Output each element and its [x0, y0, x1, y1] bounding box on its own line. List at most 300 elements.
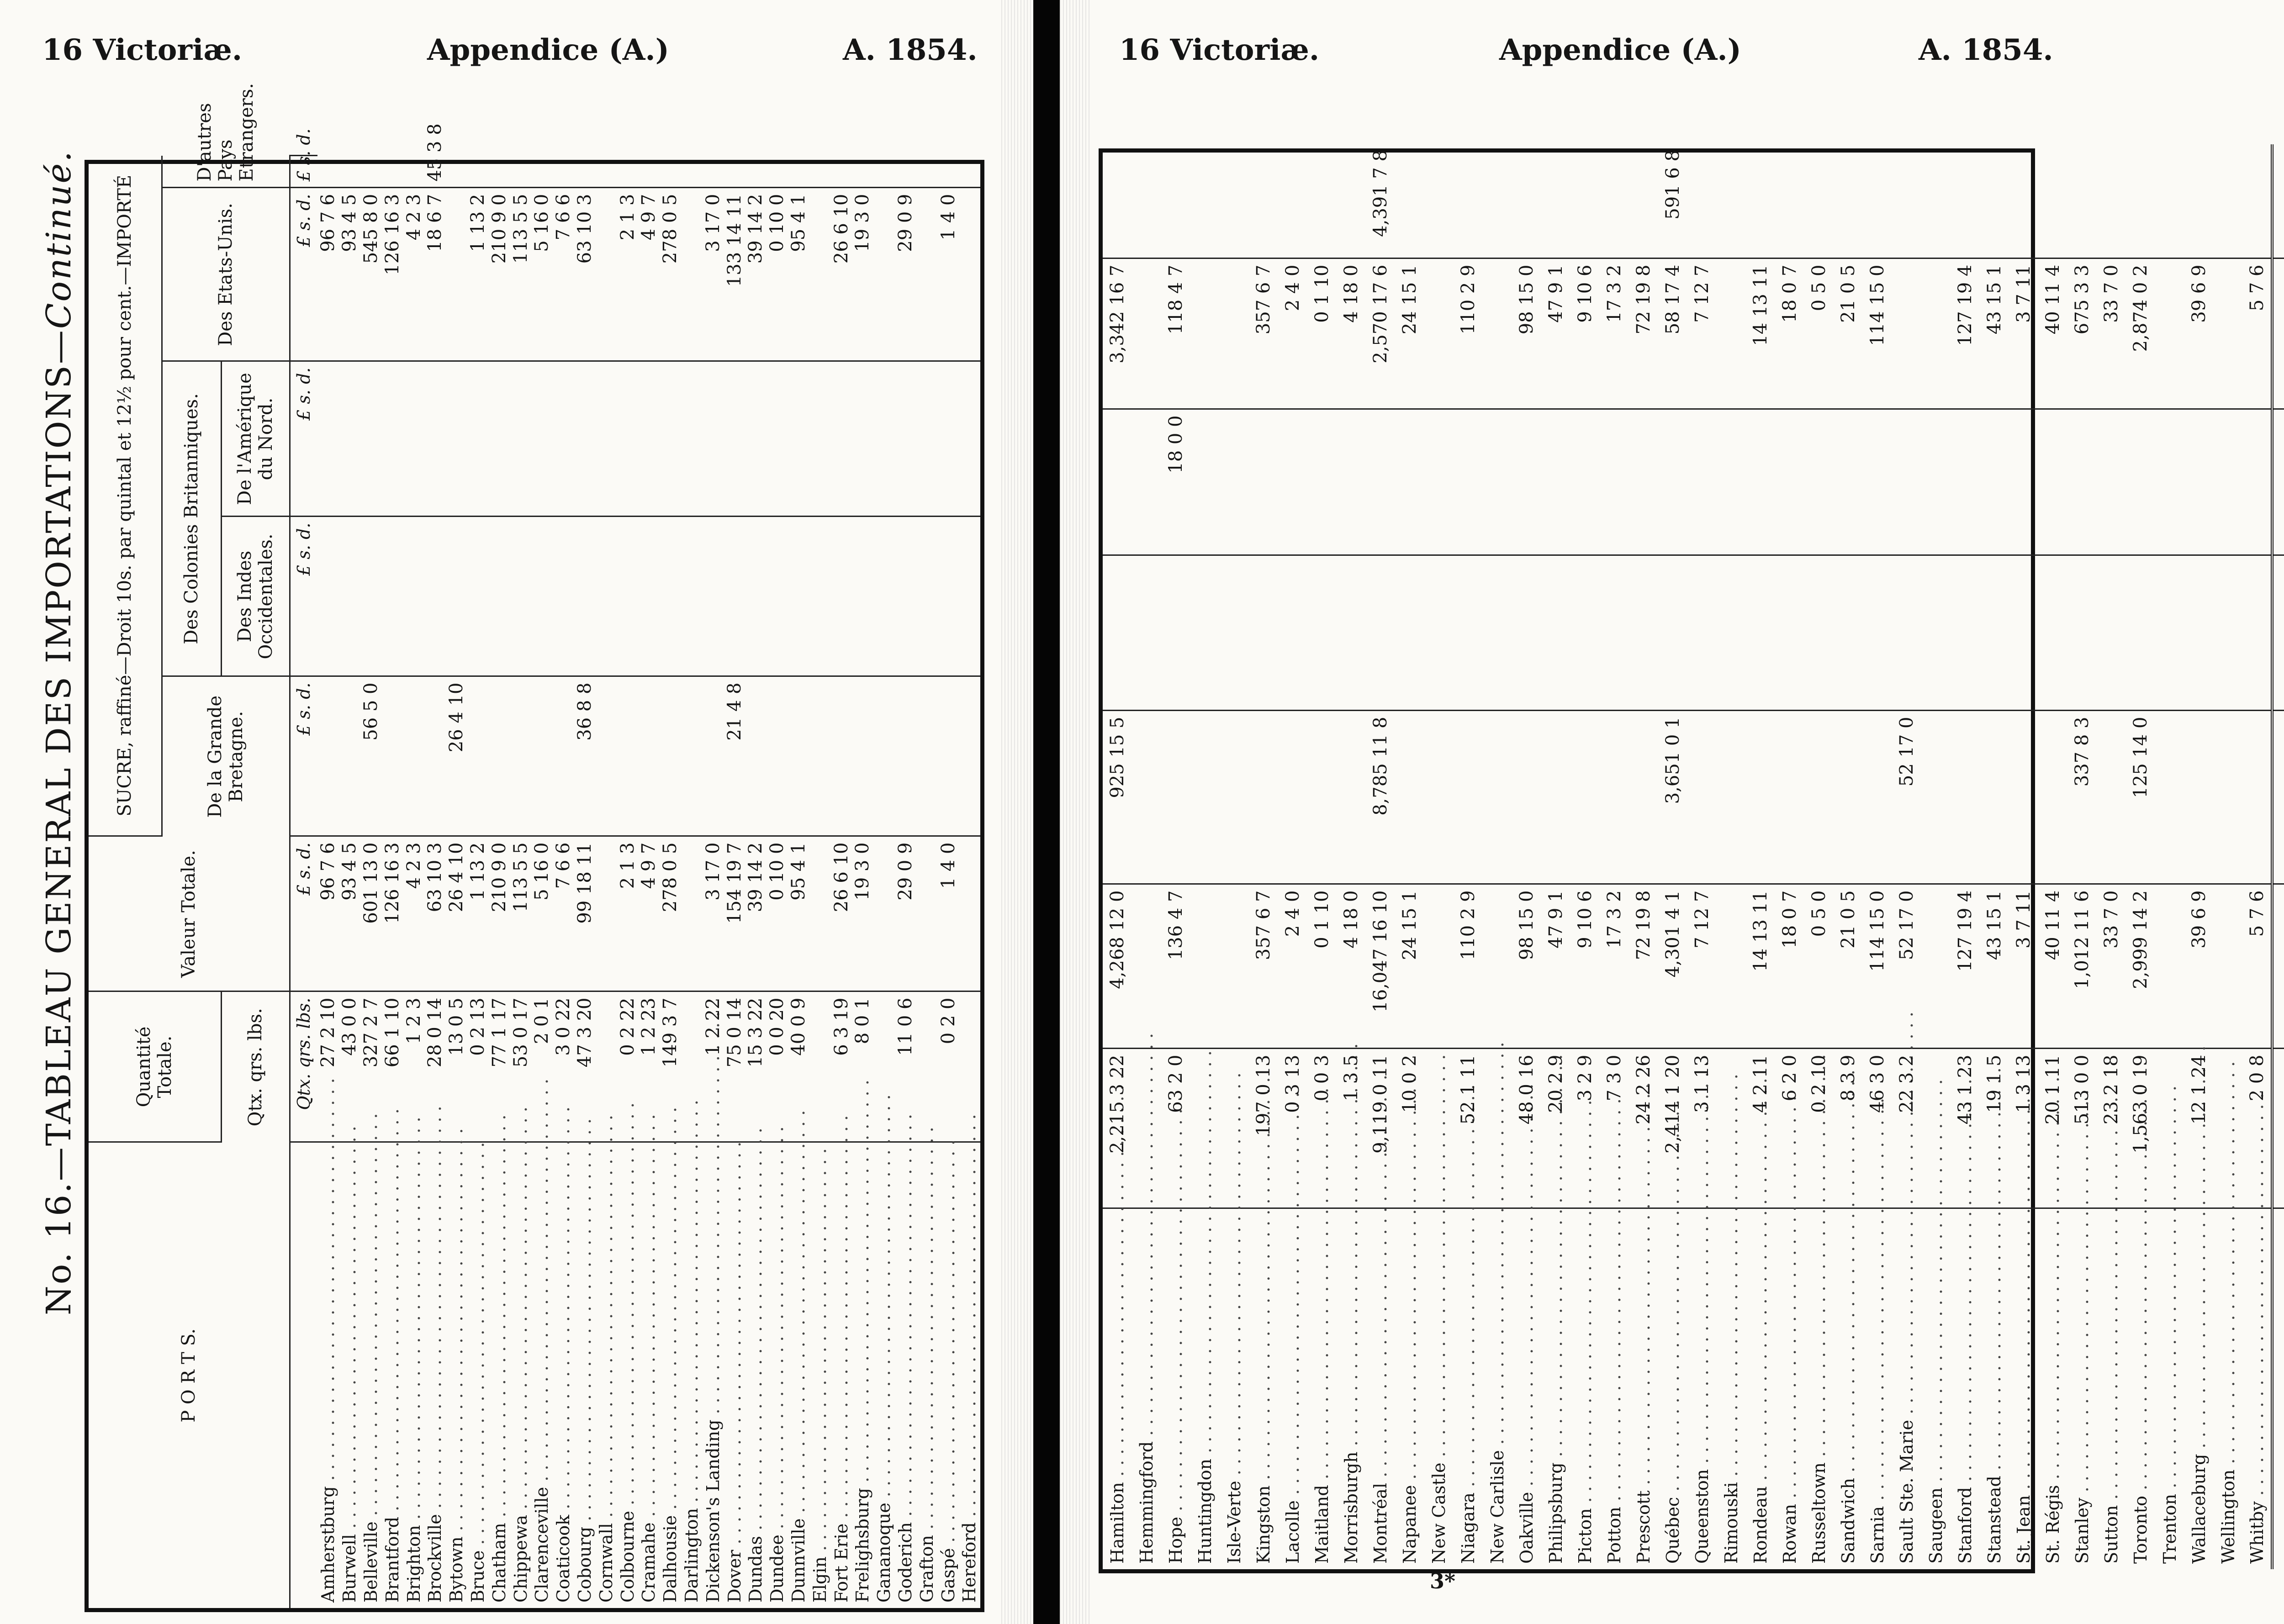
west-indies-cell [830, 517, 852, 676]
great-britain-cell [1512, 711, 1541, 884]
table-row [1775, 144, 1804, 1569]
value-cell: 126 16 3 [381, 836, 403, 991]
north-america-cell [788, 361, 809, 517]
united-states-cell: 133 14 11 [724, 188, 745, 361]
great-britain-cell: 36 8 8 [574, 676, 596, 836]
quantity-cell: 197 0 13 [1249, 1049, 1278, 1208]
north-america-cell [2126, 409, 2155, 555]
north-america-cell [2097, 409, 2126, 555]
west-indies-cell [2126, 555, 2155, 711]
great-britain-cell [2038, 711, 2067, 884]
value-cell [809, 836, 830, 991]
other-countries-cell [446, 156, 467, 188]
value-cell: 110 2 9 [1454, 884, 1483, 1049]
value-cell: 1,012 11 6 [2067, 884, 2097, 1049]
right-head-session: 16 Victoriæ. [1119, 33, 1320, 67]
right-head-appendix: Appendice (A.) [1499, 33, 1741, 67]
united-states-cell: 3 7 11 [2009, 258, 2038, 409]
north-america-cell [1454, 409, 1483, 555]
port-name: Dundee . . . [767, 1142, 788, 1608]
port-name: Hamilton . . . [1103, 1208, 1132, 1569]
table-row [1951, 144, 1980, 1569]
value-cell: 39 6 9 [2184, 884, 2214, 1049]
west-indies-cell [1366, 555, 1395, 711]
great-britain-cell [702, 676, 724, 836]
other-countries-cell [531, 156, 553, 188]
totals-west-indies [2272, 555, 2284, 711]
united-states-cell: 4 18 0 [1337, 258, 1366, 409]
west-indies-cell [574, 517, 596, 676]
port-name: Oakville . . . [1512, 1208, 1541, 1569]
port-name: Cobourg . . . [574, 1142, 596, 1608]
table-row [1395, 144, 1424, 1569]
header-unit-qty: Qtx. qrs. lbs. [221, 991, 290, 1142]
port-name: Coaticook . . . [553, 1142, 574, 1608]
united-states-cell: 1 4 0 [937, 188, 959, 361]
header-amerique: De l'Amérique du Nord. [221, 361, 290, 517]
table-row [916, 156, 937, 1608]
north-america-cell [553, 361, 574, 517]
table-row [873, 156, 895, 1608]
great-britain-cell [1629, 711, 1658, 884]
united-states-cell [1717, 258, 1746, 409]
other-countries-cell [1190, 144, 1220, 258]
value-cell: 7 12 7 [1687, 884, 1717, 1049]
table-row [1366, 144, 1395, 1569]
left-ledger-table [89, 83, 980, 1608]
quantity-cell [916, 991, 937, 1142]
port-name: Russeltown . . . [1804, 1208, 1834, 1569]
great-britain-cell [1863, 711, 1892, 884]
great-britain-cell [2097, 711, 2126, 884]
north-america-cell [1600, 409, 1629, 555]
united-states-cell [446, 188, 467, 361]
united-states-cell: 118 4 7 [1161, 258, 1190, 409]
great-britain-cell: 21 4 8 [724, 676, 745, 836]
other-countries-cell [1775, 144, 1804, 258]
united-states-cell: 0 10 0 [767, 188, 788, 361]
united-states-cell: 40 11 4 [2038, 258, 2067, 409]
header-sucre-group: SUCRE, raffiné—Droit 10s. par quintal et 12½ pour cent.—IMPORTÉ [89, 156, 162, 836]
table-row [1892, 144, 1921, 1569]
port-name: Hope . . . [1161, 1208, 1190, 1569]
north-america-cell [1629, 409, 1658, 555]
units-money-autres: £ s. d. [290, 156, 317, 188]
value-cell [1483, 884, 1512, 1049]
value-cell: 5 7 6 [2243, 884, 2272, 1049]
united-states-cell: 675 3 3 [2067, 258, 2097, 409]
other-countries-cell: 45 3 8 [424, 156, 446, 188]
west-indies-cell [1454, 555, 1483, 711]
north-america-cell [1103, 409, 1132, 555]
port-name: Philipsburg . . . [1541, 1208, 1570, 1569]
other-countries-cell: 591 6 8 [1658, 144, 1687, 258]
value-cell: 43 15 1 [1980, 884, 2009, 1049]
right-page [1060, 0, 2268, 1624]
great-britain-cell [1249, 711, 1278, 884]
table-row [2184, 144, 2214, 1569]
totals-other-countries [2272, 144, 2284, 258]
quantity-cell: 27 2 10 [317, 991, 339, 1142]
west-indies-cell [2038, 555, 2067, 711]
port-name: Dickenson's Landing . . . [702, 1142, 724, 1608]
port-name: Fort Erie . . . [830, 1142, 852, 1608]
other-countries-cell [2155, 144, 2184, 258]
great-britain-cell: 52 17 0 [1892, 711, 1921, 884]
north-america-cell [574, 361, 596, 517]
other-countries-cell [2126, 144, 2155, 258]
other-countries-cell [809, 156, 830, 188]
book-spine [1033, 0, 1060, 1624]
united-states-cell: 21 0 5 [1834, 258, 1863, 409]
west-indies-cell [467, 517, 489, 676]
value-cell: 4 2 3 [403, 836, 424, 991]
table-row [1921, 144, 1951, 1569]
great-britain-cell [1190, 711, 1220, 884]
united-states-cell: 2,874 0 2 [2126, 258, 2155, 409]
west-indies-cell [1307, 555, 1337, 711]
header-etats-unis: Des Etats-Unis. [162, 188, 290, 361]
great-britain-cell [317, 676, 339, 836]
quantity-cell: 66 1 10 [381, 991, 403, 1142]
port-name: Sandwich . . . [1834, 1208, 1863, 1569]
north-america-cell: 18 0 0 [1161, 409, 1190, 555]
north-america-cell [1687, 409, 1717, 555]
quantity-cell: 0 2 10 [1804, 1049, 1834, 1208]
west-indies-cell [959, 517, 980, 676]
other-countries-cell: 4,391 7 8 [1366, 144, 1395, 258]
west-indies-cell [681, 517, 703, 676]
west-indies-cell [595, 517, 617, 676]
table-row [1278, 144, 1307, 1569]
right-table-frame [1099, 148, 2268, 1573]
other-countries-cell [1951, 144, 1980, 258]
other-countries-cell [852, 156, 873, 188]
great-britain-cell [1687, 711, 1717, 884]
quantity-cell: 75 0 14 [724, 991, 745, 1142]
west-indies-cell [1834, 555, 1863, 711]
quantity-cell: 77 1 17 [488, 991, 510, 1142]
west-indies-cell [1980, 555, 2009, 711]
table-row [937, 156, 959, 1608]
west-indies-cell [531, 517, 553, 676]
port-name: Hemmingford . . . [1132, 1208, 1161, 1569]
north-america-cell [2009, 409, 2038, 555]
great-britain-cell [1834, 711, 1863, 884]
value-cell: 0 10 0 [767, 836, 788, 991]
units-money-amerique: £ s. d. [290, 361, 317, 517]
north-america-cell [1951, 409, 1980, 555]
united-states-cell: 43 15 1 [1980, 258, 2009, 409]
great-britain-cell [1454, 711, 1483, 884]
other-countries-cell [1980, 144, 2009, 258]
table-row [2067, 144, 2097, 1569]
west-indies-cell [1190, 555, 1220, 711]
value-cell: 98 15 0 [1512, 884, 1541, 1049]
north-america-cell [2067, 409, 2097, 555]
west-indies-cell [1600, 555, 1629, 711]
great-britain-cell [553, 676, 574, 836]
other-countries-cell [1278, 144, 1307, 258]
table-row [381, 156, 403, 1608]
other-countries-cell [788, 156, 809, 188]
great-britain-cell [1921, 711, 1951, 884]
great-britain-cell [1980, 711, 2009, 884]
other-countries-cell [1746, 144, 1775, 258]
other-countries-cell [1570, 144, 1600, 258]
table-row [2097, 144, 2126, 1569]
port-name: St. Régis . . . [2038, 1208, 2067, 1569]
port-name: Dunnville . . . [788, 1142, 809, 1608]
port-name: Colbourne . . . [617, 1142, 638, 1608]
united-states-cell: 29 0 9 [895, 188, 916, 361]
united-states-cell: 2 4 0 [1278, 258, 1307, 409]
north-america-cell [809, 361, 830, 517]
value-cell [595, 836, 617, 991]
other-countries-cell [1541, 144, 1570, 258]
west-indies-cell [1337, 555, 1366, 711]
value-cell: 210 9 0 [488, 836, 510, 991]
quantity-cell: 2,414 1 20 [1658, 1049, 1687, 1208]
north-america-cell [1775, 409, 1804, 555]
value-cell [1717, 884, 1746, 1049]
left-head-year: A. 1854. [843, 33, 978, 67]
value-cell: 278 0 5 [660, 836, 681, 991]
west-indies-cell [745, 517, 767, 676]
quantity-cell: 4 2 11 [1746, 1049, 1775, 1208]
port-name: Sarnia . . . [1863, 1208, 1892, 1569]
north-america-cell [1249, 409, 1278, 555]
value-cell: 3 7 11 [2009, 884, 2038, 1049]
west-indies-cell [1220, 555, 1249, 711]
port-name: Gaspé . . . [937, 1142, 959, 1608]
great-britain-cell [1132, 711, 1161, 884]
united-states-cell [1190, 258, 1220, 409]
quantity-cell: 40 0 9 [788, 991, 809, 1142]
west-indies-cell [1687, 555, 1717, 711]
other-countries-cell [403, 156, 424, 188]
value-cell: 127 19 4 [1951, 884, 1980, 1049]
north-america-cell [1366, 409, 1395, 555]
great-britain-cell [852, 676, 873, 836]
header-quantite [89, 991, 221, 1142]
great-britain-cell [1600, 711, 1629, 884]
north-america-cell [424, 361, 446, 517]
other-countries-cell [1220, 144, 1249, 258]
other-countries-cell [1512, 144, 1541, 258]
table-row [959, 156, 980, 1608]
great-britain-cell [2009, 711, 2038, 884]
west-indies-cell [660, 517, 681, 676]
port-name: Québec . . . [1658, 1208, 1687, 1569]
great-britain-cell [381, 676, 403, 836]
north-america-cell [1278, 409, 1307, 555]
port-name: Goderich . . . [895, 1142, 916, 1608]
west-indies-cell [2009, 555, 2038, 711]
great-britain-cell [1541, 711, 1570, 884]
table-row [1424, 144, 1454, 1569]
other-countries-cell [595, 156, 617, 188]
value-cell: 4,301 4 1 [1658, 884, 1687, 1049]
port-name: Chatham . . . [488, 1142, 510, 1608]
table-row [339, 156, 360, 1608]
value-cell: 47 9 1 [1541, 884, 1570, 1049]
value-cell: 5 16 0 [531, 836, 553, 991]
united-states-cell: 58 17 4 [1658, 258, 1687, 409]
value-cell [1132, 884, 1161, 1049]
table-row [702, 156, 724, 1608]
united-states-cell: 19 3 0 [852, 188, 873, 361]
quantity-cell: 0 3 13 [1278, 1049, 1307, 1208]
port-name: Picton . . . [1570, 1208, 1600, 1569]
quantity-cell: 149 3 7 [660, 991, 681, 1142]
great-britain-cell [403, 676, 424, 836]
north-america-cell [660, 361, 681, 517]
port-name: Bytown . . . [446, 1142, 467, 1608]
port-name: New Castle . . . [1424, 1208, 1454, 1569]
totals-label [2272, 1208, 2284, 1569]
north-america-cell [1307, 409, 1337, 555]
table-row [788, 156, 809, 1608]
quantity-cell: 13 0 5 [446, 991, 467, 1142]
other-countries-cell [873, 156, 895, 188]
west-indies-cell [1132, 555, 1161, 711]
value-cell: 136 4 7 [1161, 884, 1190, 1049]
value-cell [681, 836, 703, 991]
table-row [488, 156, 510, 1608]
table-row [852, 156, 873, 1608]
value-cell: 9 10 6 [1570, 884, 1600, 1049]
north-america-cell [1863, 409, 1892, 555]
west-indies-cell [1775, 555, 1804, 711]
other-countries-cell [1804, 144, 1834, 258]
quantity-cell: 53 0 17 [510, 991, 531, 1142]
other-countries-cell [1921, 144, 1951, 258]
value-cell [1921, 884, 1951, 1049]
north-america-cell [2038, 409, 2067, 555]
quantity-cell: 15 3 22 [745, 991, 767, 1142]
other-countries-cell [830, 156, 852, 188]
united-states-cell: 1 13 2 [467, 188, 489, 361]
value-cell [1220, 884, 1249, 1049]
value-cell: 113 5 5 [510, 836, 531, 991]
north-america-cell [617, 361, 638, 517]
west-indies-cell [809, 517, 830, 676]
table-title-main: No. 16.—TABLEAU GENERAL DES IMPORTATIONS— [39, 329, 79, 1315]
table-row [767, 156, 788, 1608]
table-row [1454, 144, 1483, 1569]
other-countries-cell [574, 156, 596, 188]
other-countries-cell [2214, 144, 2243, 258]
port-name: Kingston . . . [1249, 1208, 1278, 1569]
quantity-cell: 0 2 0 [937, 991, 959, 1142]
port-name: Amherstburg . . . [317, 1142, 339, 1608]
united-states-cell [1220, 258, 1249, 409]
great-britain-cell: 125 14 0 [2126, 711, 2155, 884]
table-row [724, 156, 745, 1608]
units-blank [290, 1142, 317, 1608]
north-america-cell [1658, 409, 1687, 555]
north-america-cell [1483, 409, 1512, 555]
west-indies-cell [488, 517, 510, 676]
quantity-cell: 12 1 24 [2184, 1049, 2214, 1208]
great-britain-cell [1337, 711, 1366, 884]
other-countries-cell [1132, 144, 1161, 258]
north-america-cell [1337, 409, 1366, 555]
quantity-cell [809, 991, 830, 1142]
value-cell: 4 9 7 [638, 836, 660, 991]
other-countries-cell [1395, 144, 1424, 258]
west-indies-cell [2155, 555, 2184, 711]
great-britain-cell [937, 676, 959, 836]
value-cell: 33 7 0 [2097, 884, 2126, 1049]
other-countries-cell [660, 156, 681, 188]
value-cell [959, 836, 980, 991]
quantity-cell: 24 2 26 [1629, 1049, 1658, 1208]
great-britain-cell [1804, 711, 1834, 884]
other-countries-cell [510, 156, 531, 188]
value-cell: 99 18 11 [574, 836, 596, 991]
value-cell: 19 3 0 [852, 836, 873, 991]
value-cell: 0 1 10 [1307, 884, 1337, 1049]
north-america-cell [2155, 409, 2184, 555]
other-countries-cell [2184, 144, 2214, 258]
header-indes: Des Indes Occidentales. [221, 517, 290, 676]
table-row [2155, 144, 2184, 1569]
great-britain-cell [1570, 711, 1600, 884]
value-cell: 72 19 8 [1629, 884, 1658, 1049]
quantity-cell: 7 3 0 [1600, 1049, 1629, 1208]
totals-value [2272, 884, 2284, 1049]
value-cell: 2 4 0 [1278, 884, 1307, 1049]
port-name: Dalhousie . . . [660, 1142, 681, 1608]
port-name: Stanley . . . [2067, 1208, 2097, 1569]
north-america-cell [702, 361, 724, 517]
other-countries-cell [1717, 144, 1746, 258]
left-head-session: 16 Victoriæ. [42, 33, 243, 67]
great-britain-cell [1220, 711, 1249, 884]
west-indies-cell [360, 517, 382, 676]
united-states-cell: 5 7 6 [2243, 258, 2272, 409]
great-britain-cell [1746, 711, 1775, 884]
great-britain-cell [1775, 711, 1804, 884]
united-states-cell [873, 188, 895, 361]
value-cell: 40 11 4 [2038, 884, 2067, 1049]
units-money-us: £ s. d. [290, 188, 317, 361]
value-cell: 14 13 11 [1746, 884, 1775, 1049]
quantity-cell: 10 0 2 [1395, 1049, 1424, 1208]
value-cell: 96 7 6 [317, 836, 339, 991]
west-indies-cell [381, 517, 403, 676]
quantity-cell: 23 2 18 [2097, 1049, 2126, 1208]
other-countries-cell [1424, 144, 1454, 258]
table-row [1863, 144, 1892, 1569]
table-row [809, 156, 830, 1608]
quantity-cell: 43 1 23 [1951, 1049, 1980, 1208]
united-states-cell: 18 6 7 [424, 188, 446, 361]
table-row [424, 156, 446, 1608]
north-america-cell [873, 361, 895, 517]
other-countries-cell [1892, 144, 1921, 258]
other-countries-cell [767, 156, 788, 188]
port-name: New Carlisle . . . [1483, 1208, 1512, 1569]
north-america-cell [681, 361, 703, 517]
united-states-cell: 26 6 10 [830, 188, 852, 361]
great-britain-cell [638, 676, 660, 836]
quantity-cell: 1 2 3 [403, 991, 424, 1142]
united-states-cell: 0 1 10 [1307, 258, 1337, 409]
units-money-gb: £ s. d. [290, 676, 317, 836]
